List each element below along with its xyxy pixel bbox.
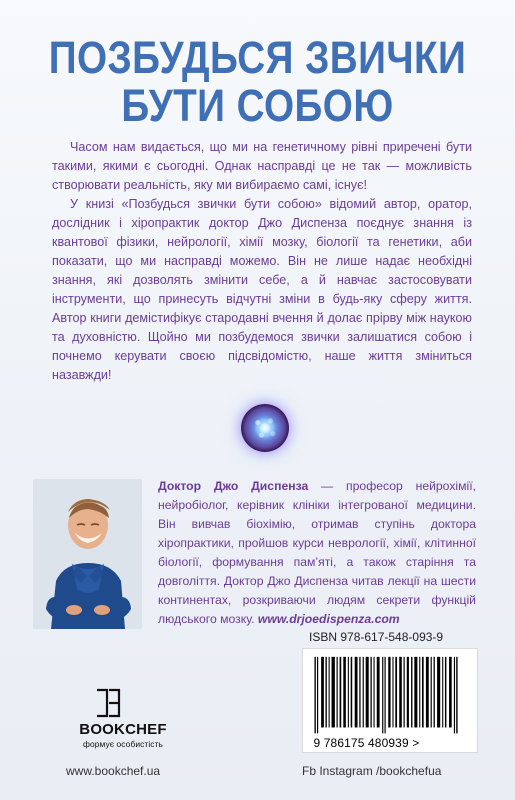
bookchef-logo-icon [94, 688, 122, 718]
book-title-line-1: ПОЗБУДЬСЯ ЗВИЧКИ [48, 32, 467, 83]
author-bio-paragraph [158, 477, 476, 629]
book-title-line-2: БУТИ СОБОЮ [121, 80, 394, 131]
publisher-tagline: формує особистість [83, 739, 163, 749]
publisher-social[interactable]: Fb Instagram /bookchefua [302, 764, 442, 778]
barcode-digits: 9 786175 480939 > [313, 736, 420, 751]
publisher-website[interactable]: www.bookchef.ua [66, 764, 161, 778]
isbn-text: ISBN 978-617-548-093-9 [309, 630, 444, 644]
glowing-orb-image [241, 404, 289, 452]
publisher-name: BOOKCHEF [79, 721, 167, 738]
author-name: Доктор Джо Диспенза [158, 479, 309, 493]
book-title [0, 34, 515, 130]
publisher-logo [68, 688, 178, 756]
author-website-link[interactable]: www.drjoedispenza.com [257, 612, 400, 626]
author-photo [33, 479, 142, 629]
description-paragraph-1: Часом нам видається, що ми на генетичному рівні приречені бути такими, якими є сьогодні. Однак насправді це не так — можливість створювати реальність, яку ми вибираємо самі, існує! [52, 140, 472, 192]
author-bio-text: — професор нейрохімії, нейробіолог, керівник клініки інтегрованої медицини. Він вивчав біохімію, отримав ступінь доктора хіропрактики, пройшов курси неврології, хімії, клітинної біології, формування пам’яті, а також старіння та довголіття. Доктор Джо Диспенза читав лекції на шести континентах, розкриваючи людям секрети функцій людського мозку. [158, 479, 476, 626]
book-description [52, 138, 472, 385]
description-paragraph-2: У книзі «Позбудься звички бути собою» відомий автор, оратор, дослідник і хіропрактик доктор Джо Диспенза поєднує знання із квантової фізики, нейрології, хімії мозку, біології та генетики, аби показати, що ми насправді можемо. Він не лише надає необхідні знання, які дозволять змінити себе, а й навчає застосовувати інструменти, що принесуть відчутні зміни в будь-яку сферу життя. Автор книги демістифікує стародавні вчення й долає прірву між наукою та духовністю. Щойно ми позбудемося звички залишатися собою і почнемо керувати своєю підсвідомістю, наше життя зміниться назавжди! [52, 197, 472, 382]
author-bio [158, 477, 476, 629]
barcode [302, 648, 478, 753]
